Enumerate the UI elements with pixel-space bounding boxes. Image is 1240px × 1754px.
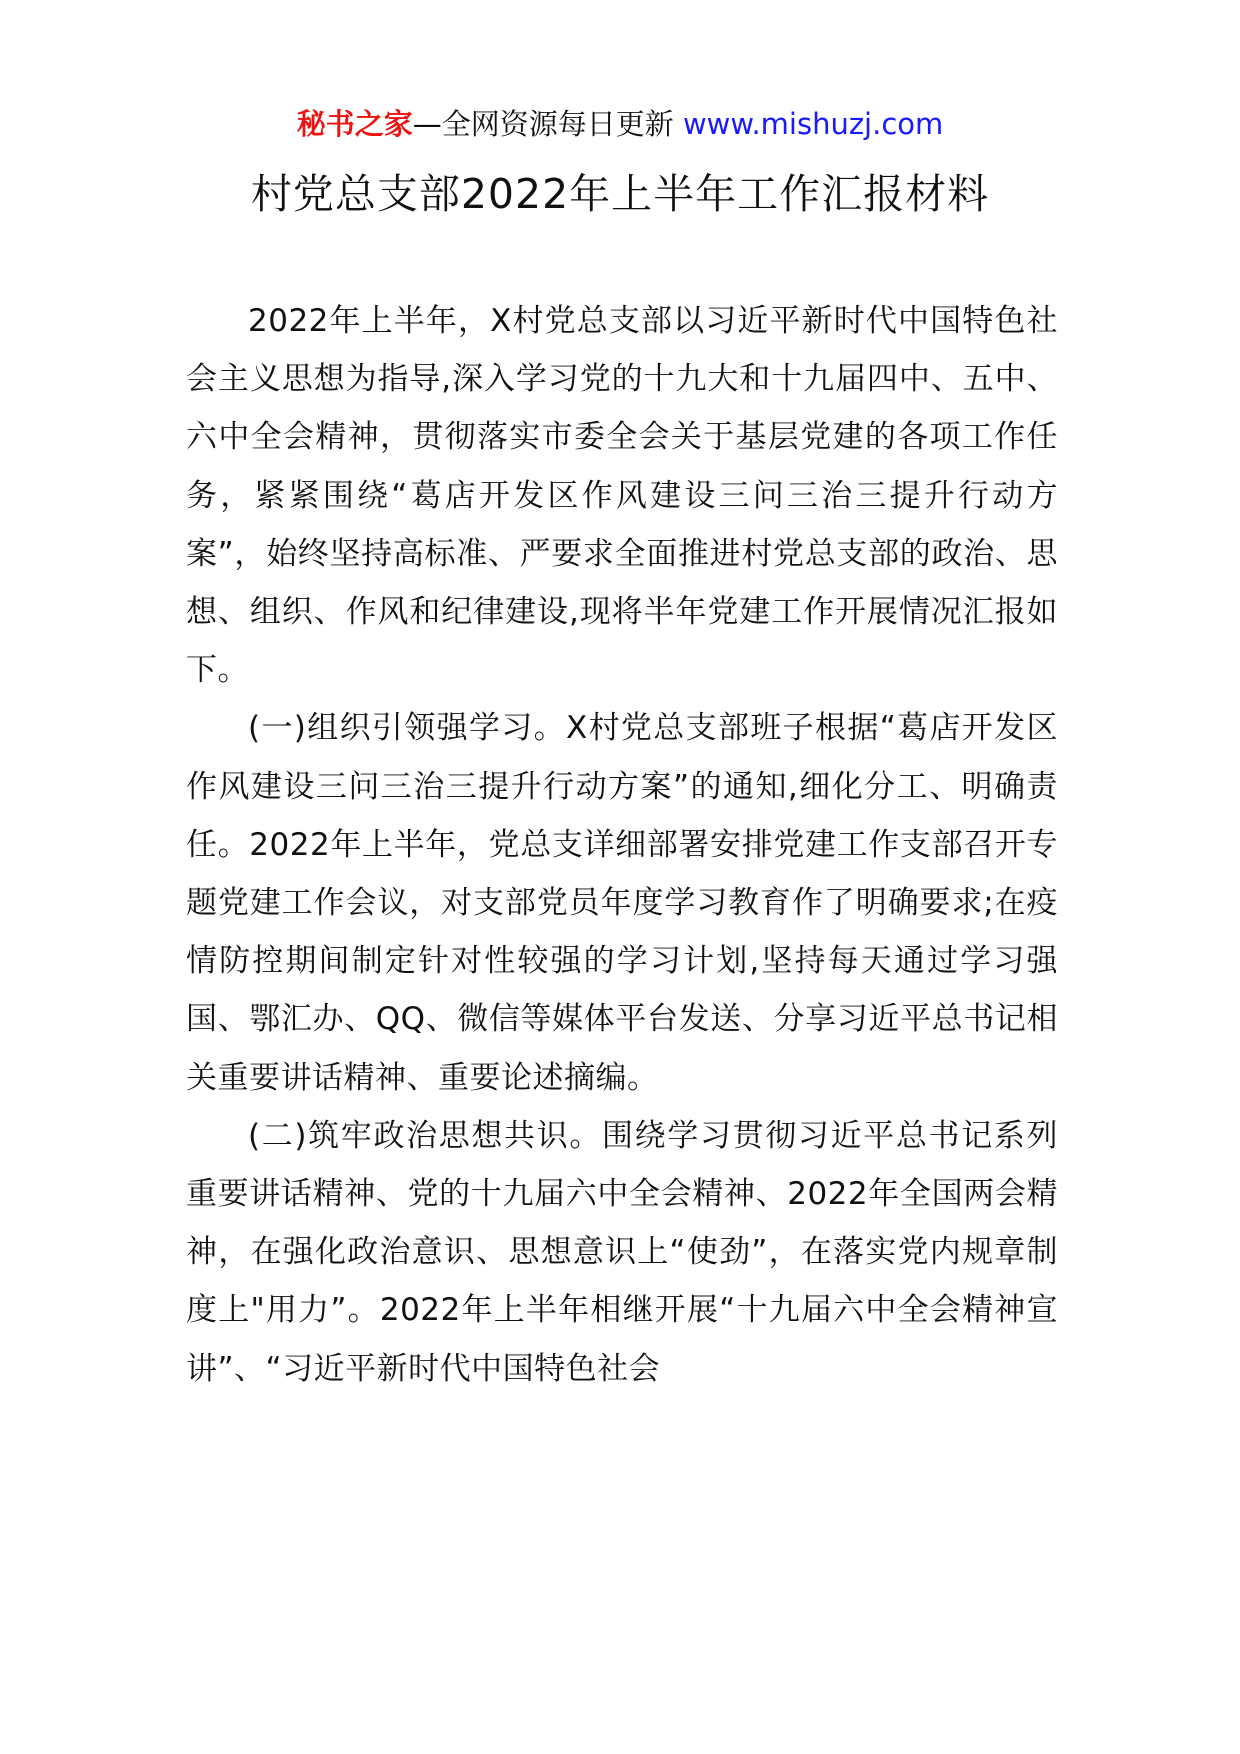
paragraph-section-1: (一)组织引领强学习。X村党总支部班子根据“葛店开发区作风建设三问三治三提升行动方案”的通知,细化分工、明确责任。2022年上半年，党总支详细部署安排党建工作支部召开专题党建工作会议，对支部党员年度学习教育作了明确要求;在疫情防控期间制定针对性较强的学习计划,坚持每天通过学习强国、鄂汇办、QQ、微信等媒体平台发送、分享习近平总书记相关重要讲话精神、重要论述摘编。 <box>186 710 1058 1096</box>
paragraph-section-2: (二)筑牢政治思想共识。围绕学习贯彻习近平总书记系列重要讲话精神、党的十九届六中全会精神、2022年全国两会精神，在强化政治意识、思想意识上“使劲”，在落实党内规章制度上"用力”。2022年上半年相继开展“十九届六中全会精神宣讲”、“习近平新时代中国特色社会 <box>186 1117 1058 1387</box>
site-header <box>0 104 1240 144</box>
site-url-link[interactable]: www.mishuzj.com <box>682 107 944 141</box>
document-body <box>186 292 1058 1398</box>
document-title: 村党总支部2022年上半年工作汇报材料 <box>250 170 990 218</box>
site-brand: 秘书之家 <box>296 107 413 141</box>
paragraph-intro: 2022年上半年，X村党总支部以习近平新时代中国特色社会主义思想为指导,深入学习党的十九大和十九届四中、五中、六中全会精神，贯彻落实市委全会关于基层党建的各项工作任务，紧紧围绕“葛店开发区作风建设三问三治三提升行动方案”，始终坚持高标准、严要求全面推进村党总支部的政治、思想、组织、作风和纪律建设,现将半年党建工作开展情况汇报如下。 <box>186 303 1058 689</box>
site-slogan: —全网资源每日更新 <box>412 107 674 141</box>
